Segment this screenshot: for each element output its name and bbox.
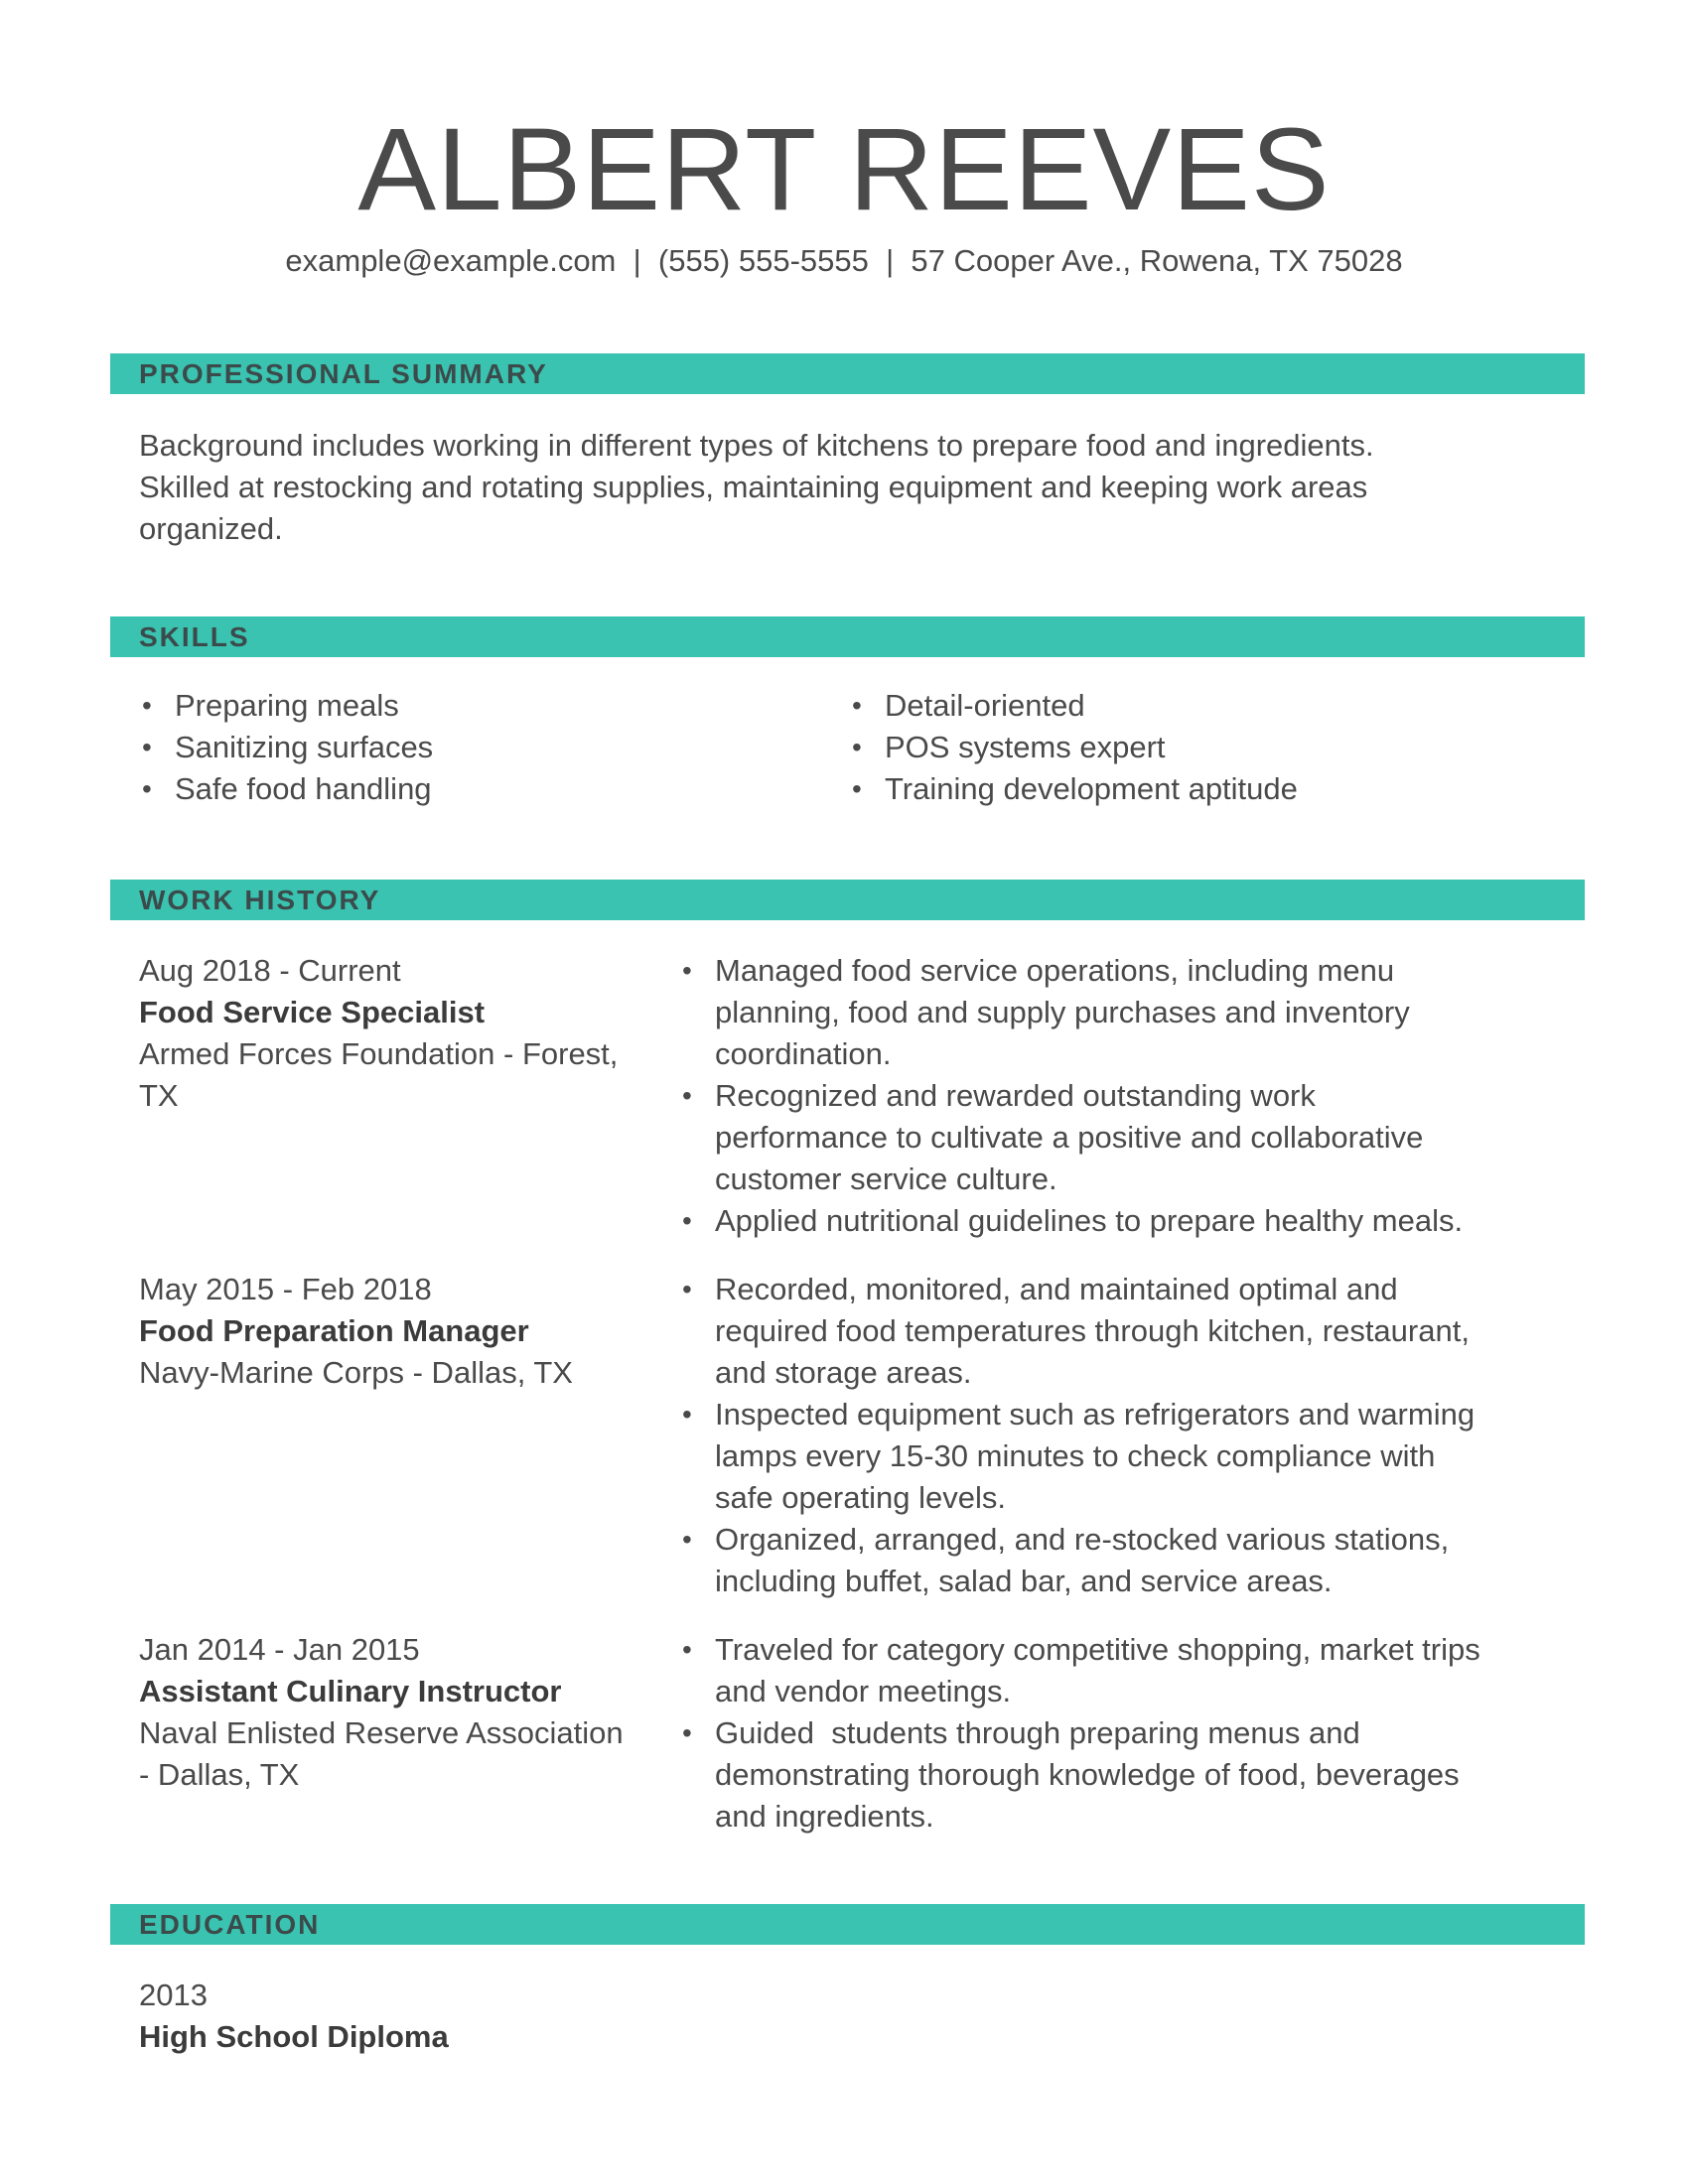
job-bullet	[679, 1269, 1563, 1394]
bullet-line: coordination.	[715, 1036, 892, 1071]
education-title: High School Diploma	[139, 2019, 449, 2054]
job-bullet	[679, 1394, 1563, 1519]
section-heading-summary: PROFESSIONAL SUMMARY	[139, 358, 548, 389]
skill-item: • POS systems expert	[849, 727, 1445, 768]
bullet-line: • Traveled for category competitive shopping, market trips	[715, 1632, 1480, 1667]
skill-item: • Sanitizing surfaces	[139, 727, 735, 768]
bullet-line: • Managed food service operations, including menu	[715, 953, 1395, 988]
job-dates: May 2015 - Feb 2018	[139, 1272, 432, 1306]
bullet-line: required food temperatures through kitchen, restaurant,	[715, 1313, 1470, 1348]
job-bullets-3	[679, 1629, 1563, 1838]
bullet-line: lamps every 15-30 minutes to check compliance with	[715, 1438, 1436, 1473]
job-bullets-1	[679, 950, 1563, 1242]
summary-line: Background includes working in different types of kitchens to prepare food and ingredients.	[139, 428, 1374, 463]
section-heading-skills: SKILLS	[139, 621, 250, 652]
job-employer: TX	[139, 1078, 179, 1113]
job-title: Assistant Culinary Instructor	[139, 1674, 562, 1708]
education-entry	[139, 1975, 834, 2058]
bullet-line: • Recognized and rewarded outstanding work	[715, 1078, 1316, 1113]
summary-line: organized.	[139, 511, 283, 546]
job-bullet	[679, 1712, 1563, 1838]
bullet-line: safe operating levels.	[715, 1480, 1006, 1515]
skill-item: • Detail-oriented	[849, 685, 1445, 727]
skill-item: • Safe food handling	[139, 768, 735, 810]
contact-line: example@example.com | (555) 555-5555 | 57 Cooper Ave., Rowena, TX 75028	[285, 243, 1403, 278]
job-entry-1	[139, 950, 665, 1117]
bullet-line: • Inspected equipment such as refrigerators and warming	[715, 1397, 1476, 1432]
bullet-line: and ingredients.	[715, 1799, 934, 1834]
job-bullet	[679, 1629, 1563, 1712]
job-bullet	[679, 950, 1563, 1075]
bullet-line: • Guided students through preparing menus and	[715, 1715, 1360, 1750]
education-year: 2013	[139, 1978, 208, 2012]
bullet-line: and storage areas.	[715, 1355, 972, 1390]
job-dates: Aug 2018 - Current	[139, 953, 401, 988]
job-employer: - Dallas, TX	[139, 1757, 300, 1792]
job-title: Food Preparation Manager	[139, 1313, 529, 1348]
summary-line: Skilled at restocking and rotating supplies, maintaining equipment and keeping work areas	[139, 470, 1368, 504]
bullet-line: • Organized, arranged, and re-stocked various stations,	[715, 1522, 1450, 1557]
section-band-skills	[110, 616, 1585, 657]
skills-list-left	[139, 685, 735, 810]
job-bullet	[679, 1519, 1563, 1602]
job-entry-2	[139, 1269, 665, 1394]
job-employer: Navy-Marine Corps - Dallas, TX	[139, 1355, 573, 1390]
section-band-education	[110, 1904, 1585, 1945]
bullet-line: and vendor meetings.	[715, 1674, 1012, 1708]
section-band-summary	[110, 353, 1585, 394]
bullet-line: including buffet, salad bar, and service areas.	[715, 1564, 1333, 1598]
skills-list-right	[849, 685, 1445, 810]
job-employer: Naval Enlisted Reserve Association	[139, 1715, 624, 1750]
skill-item: • Preparing meals	[139, 685, 735, 727]
job-bullet	[679, 1200, 1563, 1242]
job-bullets-2	[679, 1269, 1563, 1602]
bullet-line: customer service culture.	[715, 1161, 1057, 1196]
bullet-line: • Applied nutritional guidelines to prepare healthy meals.	[715, 1203, 1464, 1238]
job-entry-3	[139, 1629, 665, 1796]
summary-text	[139, 425, 1529, 550]
skill-item: • Training development aptitude	[849, 768, 1445, 810]
bullet-line: performance to cultivate a positive and collaborative	[715, 1120, 1424, 1155]
bullet-line: demonstrating thorough knowledge of food, beverages	[715, 1757, 1460, 1792]
section-band-work	[110, 880, 1585, 920]
job-bullet	[679, 1075, 1563, 1200]
job-title: Food Service Specialist	[139, 995, 486, 1029]
job-employer: Armed Forces Foundation - Forest,	[139, 1036, 619, 1071]
section-heading-education: EDUCATION	[139, 1909, 321, 1940]
candidate-name: ALBERT REEVES	[357, 104, 1331, 235]
job-dates: Jan 2014 - Jan 2015	[139, 1632, 420, 1667]
bullet-line: • Recorded, monitored, and maintained optimal and	[715, 1272, 1398, 1306]
section-heading-work: WORK HISTORY	[139, 885, 381, 915]
bullet-line: planning, food and supply purchases and inventory	[715, 995, 1410, 1029]
